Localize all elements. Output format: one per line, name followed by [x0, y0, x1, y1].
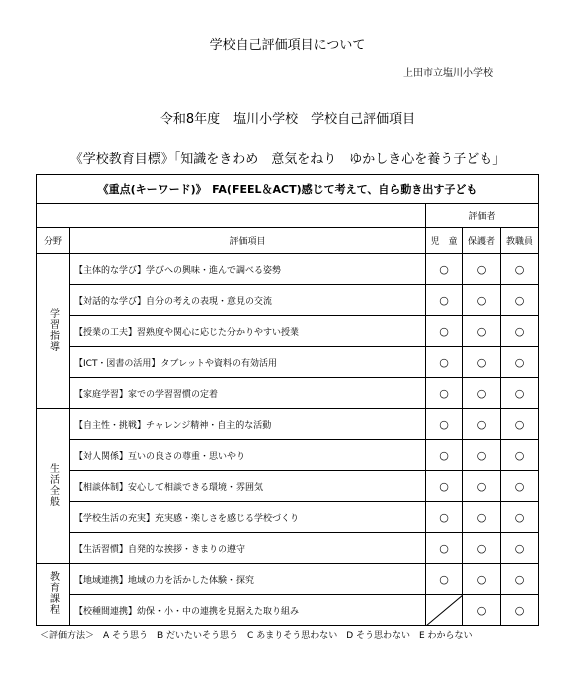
student-mark: ○: [426, 502, 463, 533]
table-row-item: 【地域連携】地域の力を活かした体験・探究: [70, 564, 426, 595]
student-mark: ○: [426, 285, 463, 316]
guardian-mark: ○: [463, 409, 501, 440]
guardian-mark: ○: [463, 471, 501, 502]
student-mark: ○: [426, 471, 463, 502]
staff-mark: ○: [501, 440, 539, 471]
not-applicable-diagonal: [426, 595, 463, 626]
student-mark: ○: [426, 409, 463, 440]
student-header: 児 童: [426, 228, 463, 254]
staff-mark: ○: [501, 254, 539, 285]
student-mark: ○: [426, 533, 463, 564]
category-life: 生活全般: [37, 409, 70, 564]
guardian-mark: ○: [463, 254, 501, 285]
education-goal: 《学校教育目標》「知識をきわめ 意気をねり ゆかしき心を養う子ども」: [69, 152, 506, 167]
table-row-item: 【ICT・図書の活用】タブレットや資料の有効活用: [70, 347, 426, 378]
guardian-mark: ○: [463, 347, 501, 378]
staff-mark: ○: [501, 471, 539, 502]
evaluation-table: [36, 174, 539, 626]
guardian-mark: ○: [463, 378, 501, 409]
staff-mark: ○: [501, 533, 539, 564]
evaluation-title: 令和8年度 塩川小学校 学校自己評価項目: [159, 112, 416, 127]
evaluation-legend: ＜評価方法＞ A そう思う B だいたいそう思う C あまりそう思わない D そう思わない E わからない: [40, 631, 473, 641]
student-mark: ○: [426, 347, 463, 378]
table-row-item: 【学校生活の充実】充実感・楽しさを感じる学校づくり: [70, 502, 426, 533]
table-row-item: 【対人関係】互いの良さの尊重・思いやり: [70, 440, 426, 471]
table-row-item: 【相談体制】安心して相談できる環境・雰囲気: [70, 471, 426, 502]
staff-mark: ○: [501, 595, 539, 626]
keyword-banner: 《重点(キーワード)》 FA(FEEL＆ACT)感じて考えて、自ら動き出す子ども: [37, 175, 539, 204]
item-header: 評価項目: [70, 228, 426, 254]
staff-mark: ○: [501, 285, 539, 316]
table-row-item: 【主体的な学び】学びへの興味・進んで調べる姿勢: [70, 254, 426, 285]
category-curriculum: 教育課程: [37, 564, 70, 626]
table-row-item: 【対話的な学び】自分の考えの表現・意見の交流: [70, 285, 426, 316]
staff-mark: ○: [501, 378, 539, 409]
evaluator-header: 評価者: [426, 204, 539, 228]
guardian-mark: ○: [463, 440, 501, 471]
staff-mark: ○: [501, 502, 539, 533]
student-mark: ○: [426, 378, 463, 409]
document-title: 学校自己評価項目について: [209, 38, 366, 53]
staff-header: 教職員: [501, 228, 539, 254]
staff-mark: ○: [501, 316, 539, 347]
category-header: 分野: [37, 228, 70, 254]
student-mark: ○: [426, 564, 463, 595]
staff-mark: ○: [501, 347, 539, 378]
guardian-mark: ○: [463, 316, 501, 347]
student-mark: ○: [426, 316, 463, 347]
table-row-item: 【生活習慣】自発的な挨拶・きまりの遵守: [70, 533, 426, 564]
guardian-mark: ○: [463, 595, 501, 626]
guardian-mark: ○: [463, 564, 501, 595]
table-row-item: 【校種間連携】幼保・小・中の連携を見据えた取り組み: [70, 595, 426, 626]
guardian-header: 保護者: [463, 228, 501, 254]
student-mark: ○: [426, 440, 463, 471]
guardian-mark: ○: [463, 285, 501, 316]
staff-mark: ○: [501, 409, 539, 440]
table-row-item: 【自主性・挑戦】チャレンジ精神・自主的な活動: [70, 409, 426, 440]
student-mark: ○: [426, 254, 463, 285]
guardian-mark: ○: [463, 502, 501, 533]
blank-header: [37, 204, 426, 228]
guardian-mark: ○: [463, 533, 501, 564]
table-row-item: 【家庭学習】家での学習習慣の定着: [70, 378, 426, 409]
school-name: 上田市立塩川小学校: [403, 68, 493, 79]
staff-mark: ○: [501, 564, 539, 595]
category-learning: 学習指導: [37, 254, 70, 409]
diagonal-line: [426, 595, 463, 626]
table-row-item: 【授業の工夫】習熟度や関心に応じた分かりやすい授業: [70, 316, 426, 347]
